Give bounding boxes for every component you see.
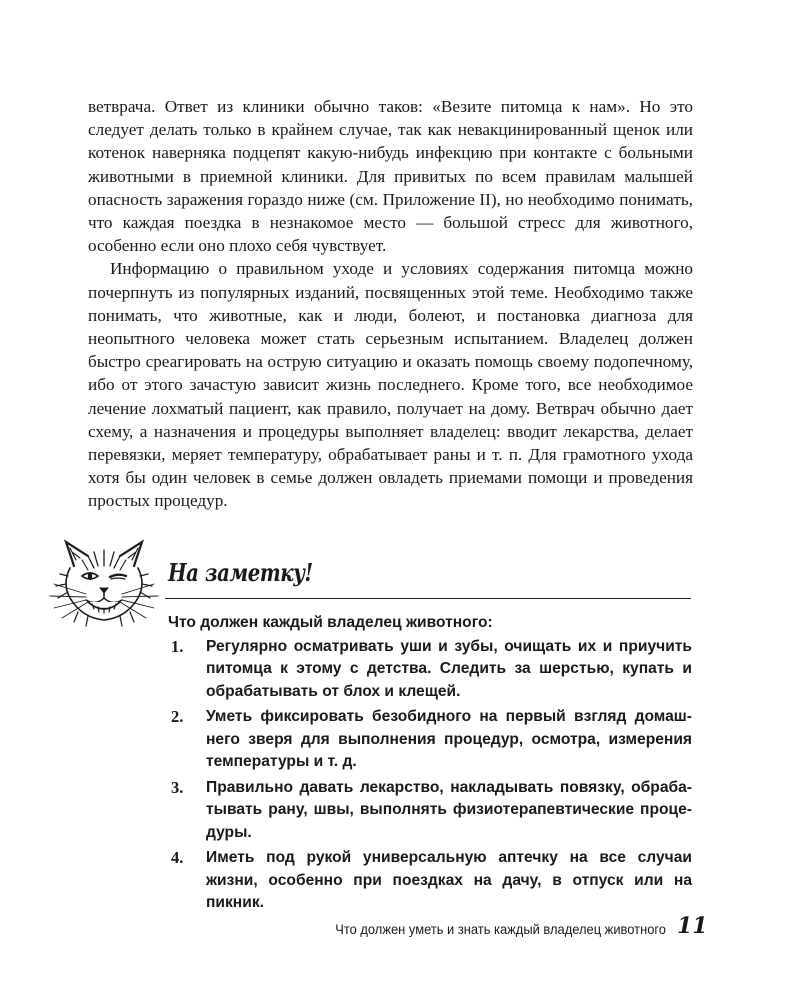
list-item (168, 636, 692, 704)
page-number: 11 (677, 913, 708, 939)
list-item (168, 847, 692, 915)
list-item-text: Регулярно осматривать уши и зубы, очищать их и приучить питомца к этому с детства. Следить за шерстью, купать и обрабатывать от блох и клещей. (206, 637, 692, 700)
note-divider (165, 598, 691, 599)
main-text (88, 95, 693, 513)
note-heading: Что должен каждый владелец животного: (168, 614, 493, 631)
running-title: Что должен уметь и знать каждый владелец животного (335, 922, 666, 937)
list-item-number: 3. (171, 777, 184, 797)
list-item-number: 2. (171, 707, 184, 726)
list-item-number: 1. (171, 636, 184, 656)
list-item-text: Уметь фиксировать безобидного на первый взгляд домашнего зверя для выполнения процедур, осмотра, измерения температуры и т. д. (206, 708, 692, 770)
cat-face-icon (48, 536, 160, 628)
list-item-number: 4. (171, 848, 184, 867)
paragraph-2: Информацию о правильном уходе и условиях содержания питомца можно почерпнуть из популярных изданий, посвященных этой теме. Необходимо также понимать, что животные, как и люди, болеют, и постановка диагноза для неопытного человека может стать серьезным испытанием. Владелец должен быстро среагировать на острую ситуацию и оказать помощь своему подопечному, ибо от этого зачастую зависит жизнь последнего. Кроме того, все необходимое лечение лохматый пациент, как правило, получает на дому. Ветврач обычно дает схему, а назначения и процедуры выполняет владелец: вводит лекарства, делает перевязки, меряет температуру, обрабатывает раны и т. п. Для грамотного ухода хотя бы один человек в семье должен овладеть приемами помощи и проведения простых процедур. (88, 259, 693, 511)
list-item (168, 777, 692, 845)
note-box (168, 612, 692, 918)
note-title: На заметку! (168, 558, 313, 587)
list-item-text: Правильно давать лекарство, накладывать повязку, обрабатывать рану, швы, выполнять физиотерапевтические процедуры. (206, 778, 692, 841)
list-item-text: Иметь под рукой универсальную аптечку на все случаи жизни, особенно при поездках на дачу, в отпуск или на пикник. (206, 849, 692, 911)
paragraph-1: ветврача. Ответ из клиники обычно таков: «Везите питомца к нам». Но это следует делать только в крайнем случае, так как невакцинированный щенок или котенок наверняка подцепят какую-нибудь инфекцию при контакте с больными животными в приемной клиники. Для привитых по всем правилам малышей опасность заражения гораздо ниже (см. Приложение II), но необходимо понимать, что каждая поездка в незнакомое место — большой стресс для животного, особенно если оно плохо себя чувствует. (88, 97, 693, 256)
note-list (168, 636, 692, 915)
list-item (168, 706, 692, 774)
